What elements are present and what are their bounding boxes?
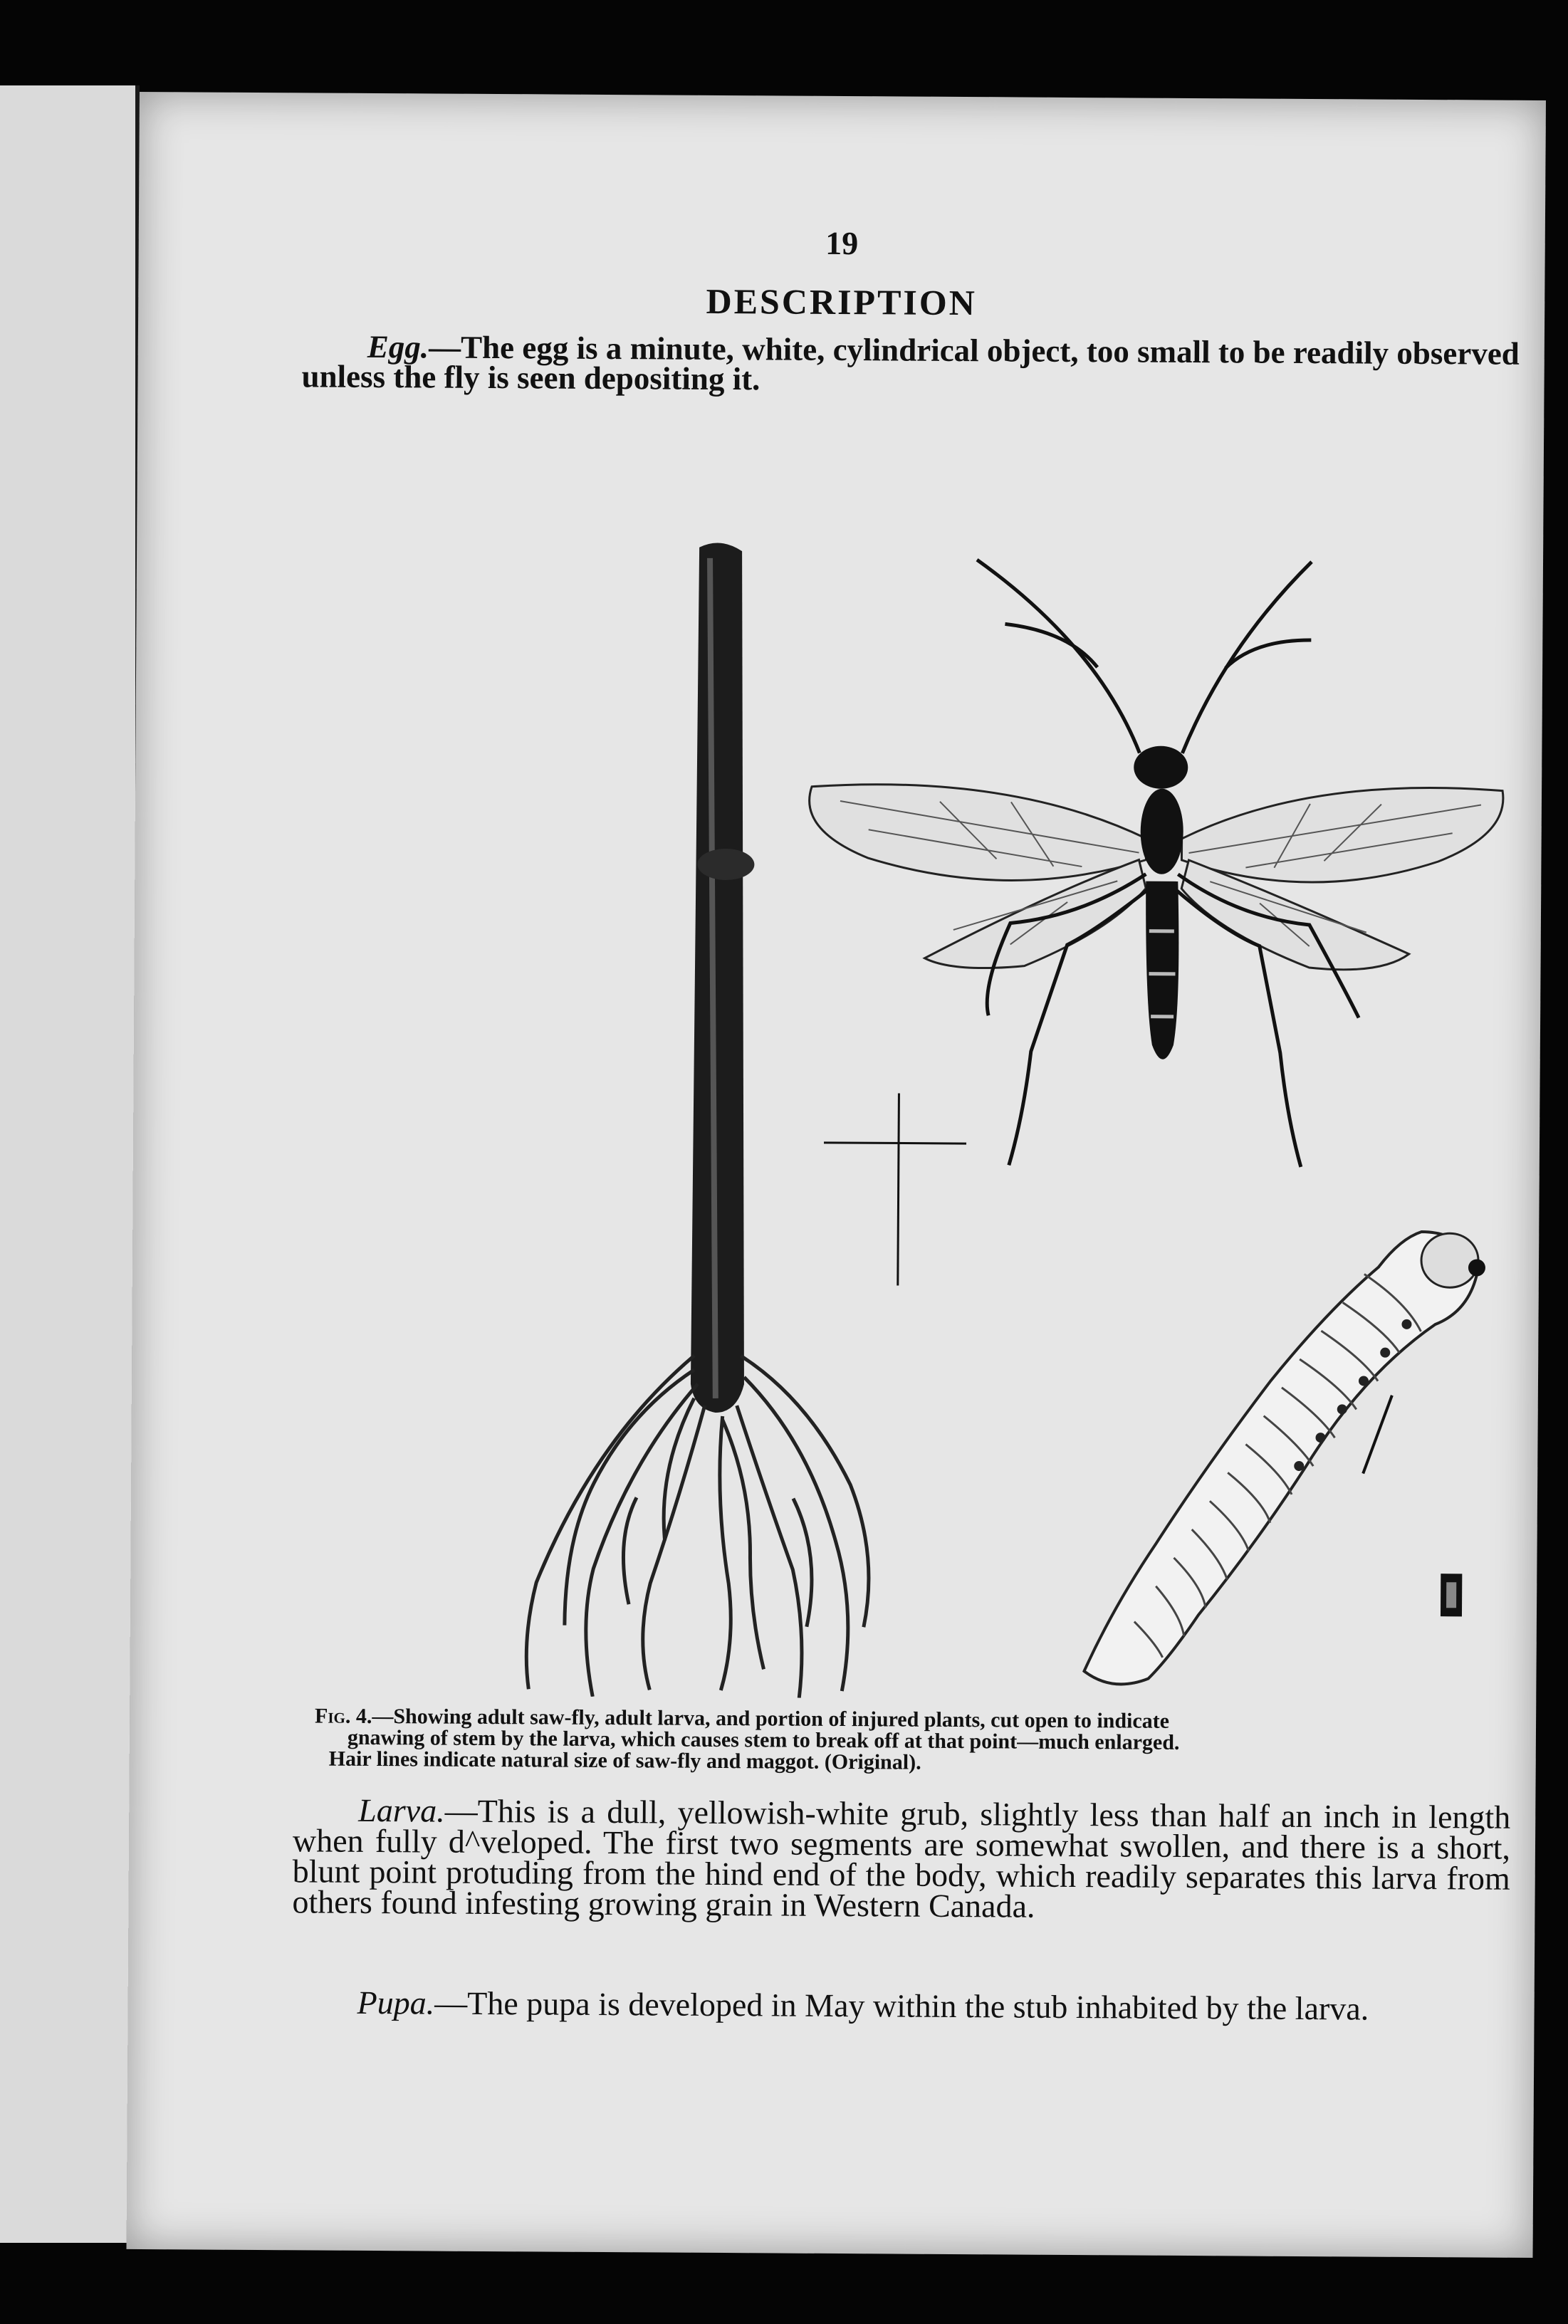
- egg-label: Egg.: [367, 328, 429, 365]
- caption-line-1: —Showing adult saw-fly, adult larva, and portion of injured plants, cut open to indicate: [372, 1705, 1170, 1733]
- wheat-stem-drawing: [526, 542, 875, 1698]
- sawfly-illustration: [293, 427, 1540, 1702]
- figure-caption: [315, 1706, 1512, 1777]
- book-page: [127, 92, 1546, 2258]
- larva-label: Larva.: [358, 1791, 445, 1829]
- facing-page-edge: [0, 85, 140, 2243]
- egg-paragraph: [301, 328, 1520, 398]
- larva-paragraph: [292, 1791, 1511, 1925]
- adult-sawfly-drawing: [807, 559, 1505, 1168]
- caption-line-3: Hair lines indicate natural size of saw-fly and maggot. (Original).: [328, 1747, 921, 1774]
- pupa-paragraph: [292, 1984, 1510, 2027]
- larva-scale-line: [1363, 1396, 1392, 1474]
- larva-drawing: [1084, 1230, 1485, 1686]
- caption-line-2: gnawing of stem by the larva, which causes stem to break off at that point—much enlarged.: [347, 1725, 1180, 1754]
- egg-text: —The egg is a minute, white, cylindrical object, too small to be readily observed unless the fly is seen depositing it.: [301, 329, 1520, 397]
- section-heading: DESCRIPTION: [706, 281, 978, 323]
- larva-text: —This is a dull, yellowish-white grub, slightly less than half an inch in length when fully d^veloped. The first two segments are somewhat swollen, and there is a short, blunt point protuding from the hind end of the body, which readily separates this larva from others found infesting growing grain in Western Canada.: [292, 1792, 1511, 1925]
- figure-illustration: [293, 427, 1540, 1702]
- pupa-text: —The pupa is developed in May within the stub inhabited by the larva.: [434, 1984, 1369, 2027]
- page-number: 19: [825, 224, 859, 262]
- pupa-label: Pupa.: [357, 1984, 435, 2021]
- figure-label: Fig. 4.: [314, 1704, 372, 1729]
- sawfly-scale-cross: [823, 1093, 967, 1286]
